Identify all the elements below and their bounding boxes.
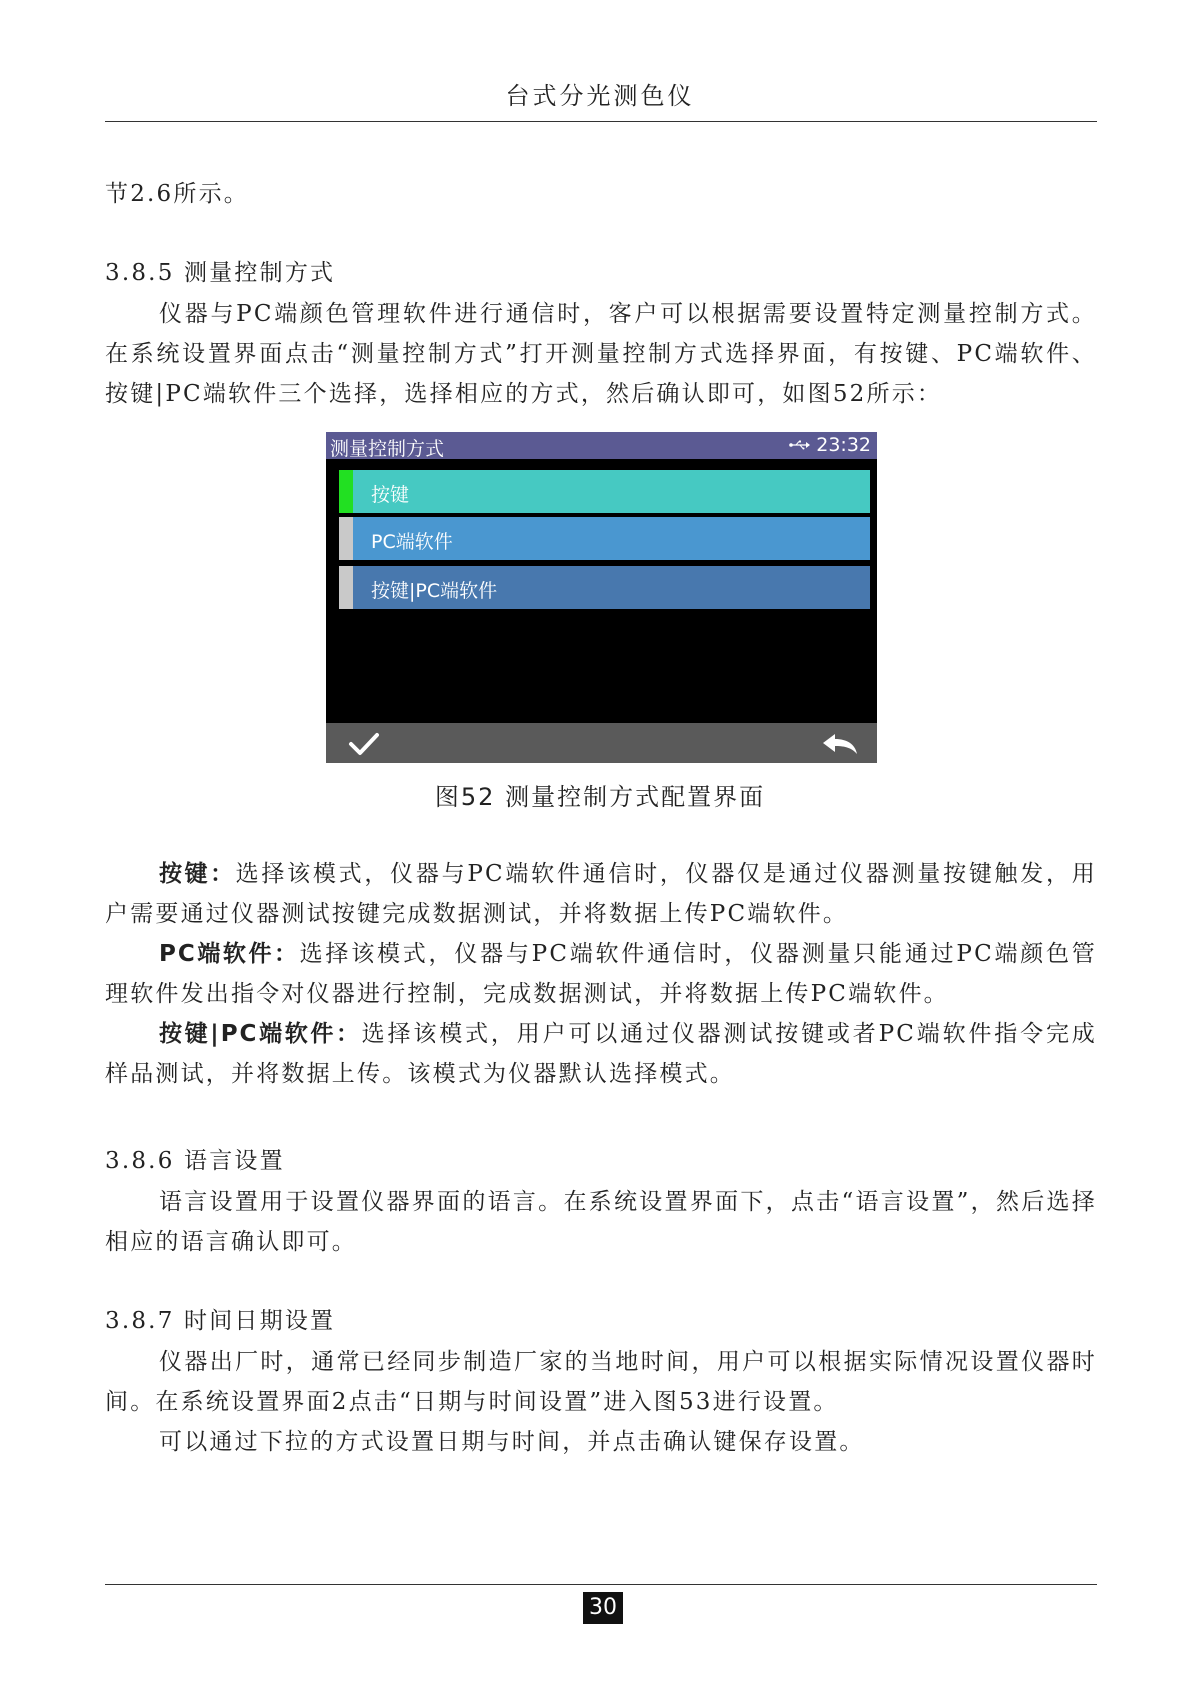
definition-term: PC端软件： <box>159 941 300 967</box>
footer-rule <box>105 1584 1097 1585</box>
figure-caption: 图52 测量控制方式配置界面 <box>434 783 766 811</box>
option-marker <box>339 517 353 560</box>
device-title: 测量控制方式 <box>330 438 445 460</box>
option-key[interactable] <box>339 470 870 513</box>
definition-term: 按键|PC端软件： <box>159 1021 362 1047</box>
definition-term: 按键： <box>159 861 236 887</box>
option-marker <box>339 566 353 609</box>
option-label: 按键 <box>371 484 410 506</box>
section-3-8-6-paragraph: 语言设置用于设置仪器界面的语言。在系统设置界面下，点击“语言设置”，然后选择相应的语言确认即可。 <box>105 1189 1097 1255</box>
device-clock: 23:32 <box>816 434 871 456</box>
check-icon[interactable] <box>348 731 380 757</box>
usb-icon <box>789 440 811 450</box>
definition-text: 选择该模式，仪器与PC端软件通信时，仪器测量只能通过PC端颜色管理软件发出指令对仪器进行控制，完成数据测试，并将数据上传PC端软件。 <box>105 941 1097 1007</box>
section-3-8-5-title: 3.8.5 测量控制方式 <box>105 260 336 286</box>
section-3-8-7-title: 3.8.7 时间日期设置 <box>105 1308 336 1334</box>
definition-text: 选择该模式，用户可以通过仪器测试按键或者PC端软件指令完成样品测试，并将数据上传。该模式为仪器默认选择模式。 <box>105 1021 1098 1087</box>
page-number: 30 <box>583 1592 623 1624</box>
running-header: 台式分光测色仪 <box>505 82 695 110</box>
selected-marker <box>339 470 353 513</box>
device-screen <box>326 432 877 763</box>
section-3-8-5-paragraph: 仪器与PC端颜色管理软件进行通信时，客户可以根据需要设置特定测量控制方式。在系统设置界面点击“测量控制方式”打开测量控制方式选择界面，有按键、PC端软件、按键|PC端软件三个选择，选择相应的方式，然后确认即可，如图52所示： <box>105 301 1097 407</box>
option-key-or-pc-software[interactable] <box>339 566 870 609</box>
header-rule <box>105 121 1097 122</box>
definition-pc-software <box>105 934 1097 1014</box>
section-3-8-7-paragraph-1: 仪器出厂时，通常已经同步制造厂家的当地时间，用户可以根据实际情况设置仪器时间。在系统设置界面2点击“日期与时间设置”进入图53进行设置。 <box>105 1349 1097 1415</box>
definition-key-or-pc <box>105 1014 1097 1094</box>
option-label: PC端软件 <box>371 531 453 553</box>
definition-key <box>105 854 1097 934</box>
option-pc-software[interactable] <box>339 517 870 560</box>
section-3-8-7-paragraph-2: 可以通过下拉的方式设置日期与时间，并点击确认键保存设置。 <box>159 1429 865 1455</box>
definition-text: 选择该模式，仪器与PC端软件通信时，仪器仅是通过仪器测量按键触发，用户需要通过仪器测试按键完成数据测试，并将数据上传PC端软件。 <box>105 861 1097 927</box>
intro-line: 节2.6所示。 <box>105 181 249 207</box>
back-arrow-icon[interactable] <box>821 731 859 757</box>
device-title-bar <box>326 432 877 459</box>
option-label: 按键|PC端软件 <box>371 580 498 602</box>
section-3-8-6-title: 3.8.6 语言设置 <box>105 1148 285 1174</box>
device-bottom-bar <box>326 723 877 763</box>
